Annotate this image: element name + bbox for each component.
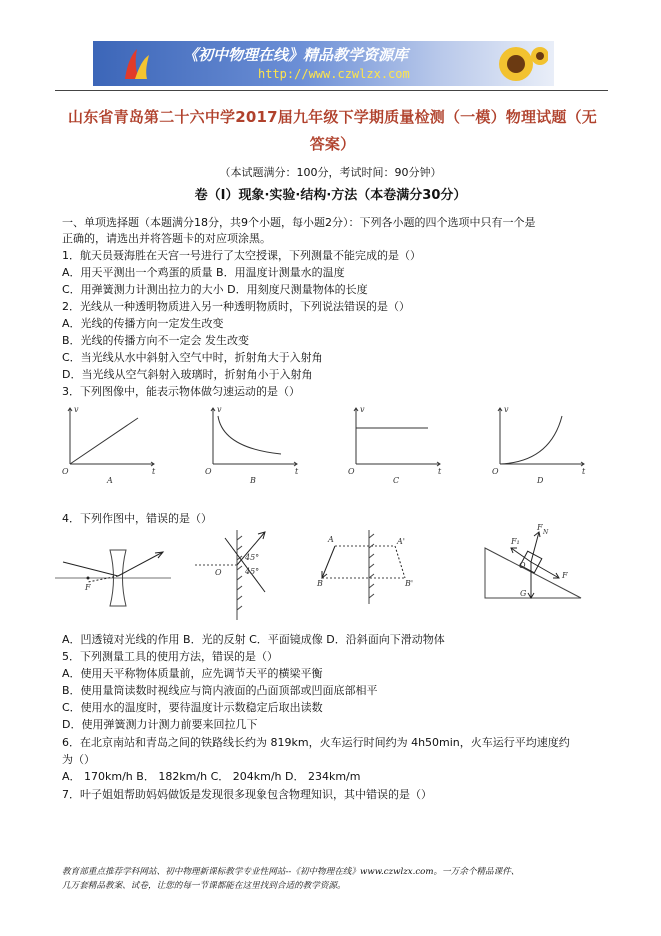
graph-origin: O bbox=[348, 467, 355, 476]
question-line: 2．光线从一种透明物质进入另一种透明物质时，下列说法错误的是（） bbox=[62, 300, 410, 313]
paper-title: 山东省青岛第二十六中学2017届九年级下学期质量检测（一模）物理试题（无 bbox=[68, 108, 597, 126]
graph-axis-y: v bbox=[360, 405, 365, 414]
header-rule bbox=[55, 90, 608, 91]
graph-d-curve bbox=[500, 416, 562, 464]
graph-origin: O bbox=[492, 467, 499, 476]
label-f1: F₁ bbox=[511, 537, 520, 546]
graph-a-line bbox=[70, 418, 138, 464]
graph-origin: O bbox=[205, 467, 212, 476]
option-line: B．使用量筒读数时视线应与筒内液面的凸面顶部或凹面底部相平 bbox=[62, 684, 378, 697]
option-line: C．用弹簧测力计测出拉力的大小 D．用刻度尺测量物体的长度 bbox=[62, 283, 368, 296]
option-line: B．光线的传播方向不一定会 发生改变 bbox=[62, 334, 250, 347]
option-line: A．光线的传播方向一定发生改变 bbox=[62, 317, 224, 330]
intro-line: 正确的，请选出并将答题卡的对应项涂黑。 bbox=[62, 232, 271, 245]
question-line: 5．下列测量工具的使用方法，错误的是（） bbox=[62, 650, 278, 663]
graph-axis-y: v bbox=[74, 405, 79, 414]
option-line: A． 170km/h B． 182km/h C． 204km/h D． 234km/m bbox=[62, 770, 361, 783]
label-angle-2: 45° bbox=[245, 567, 260, 576]
banner-url: http://www.czwlzx.com bbox=[258, 67, 410, 81]
label-fn: F bbox=[537, 523, 543, 532]
label-a-prime: A' bbox=[397, 537, 405, 546]
option-line: C．当光线从水中斜射入空气中时，折射角大于入射角 bbox=[62, 351, 323, 364]
intro-line: 一、单项选择题（本题满分18分，共9个小题，每小题2分）：下列各小题的四个选项中只有一个是 bbox=[62, 216, 536, 229]
paper-subtitle: （本试题满分：100分，考试时间：90分钟） bbox=[219, 166, 442, 179]
label-ff: F bbox=[562, 571, 568, 580]
graph-a bbox=[62, 405, 156, 485]
graph-label: C bbox=[393, 476, 400, 485]
graph-label: B bbox=[250, 476, 256, 485]
diagram-incline bbox=[485, 523, 581, 598]
question-line-cont: 为（） bbox=[62, 753, 95, 766]
graph-d bbox=[492, 405, 586, 485]
graph-label: A bbox=[107, 476, 113, 485]
footer-line: 几万套精品教案、试卷，让您的每一节课都能在这里找到合适的教学资源。 bbox=[62, 881, 346, 891]
diagram-reflection bbox=[195, 530, 265, 620]
option-line: D．使用弹簧测力计测力前要来回拉几下 bbox=[62, 718, 258, 731]
graph-axis-x: t bbox=[582, 467, 586, 476]
site-banner bbox=[93, 41, 554, 86]
option-line: D．当光线从空气斜射入玻璃时，折射角小于入射角 bbox=[62, 368, 313, 381]
graph-label: D bbox=[537, 476, 544, 485]
sunflower-icon bbox=[488, 44, 548, 84]
option-line: A．凹透镜对光线的作用 B．光的反射 C．平面镜成像 D．沿斜面向下滑动物体 bbox=[62, 633, 445, 646]
graph-axis-x: t bbox=[438, 467, 442, 476]
label-g: G bbox=[520, 589, 527, 598]
banner-title: 《初中物理在线》精品教学资源库 bbox=[183, 46, 409, 64]
label-f: F bbox=[85, 583, 91, 592]
option-line: A．用天平测出一个鸡蛋的质量 B．用温度计测量水的温度 bbox=[62, 266, 345, 279]
graph-axis-x: t bbox=[152, 467, 156, 476]
q3-graphs bbox=[60, 402, 620, 486]
graph-origin: O bbox=[62, 467, 69, 476]
graph-axis-y: v bbox=[217, 405, 222, 414]
label-angle-1: 45° bbox=[245, 553, 260, 562]
label-o: O bbox=[215, 568, 222, 577]
paper-title-cont: 答案） bbox=[309, 135, 356, 153]
graph-b-curve bbox=[218, 416, 281, 454]
label-b: B bbox=[317, 579, 323, 588]
question-line: 1．航天员聂海胜在天宫一号进行了太空授课，下列测量不能完成的是（） bbox=[62, 249, 421, 262]
section-heading: 卷（Ⅰ）现象·实验·结构·方法（本卷满分30分） bbox=[194, 188, 467, 203]
graph-b bbox=[205, 405, 299, 485]
diagram-concave-lens bbox=[55, 550, 171, 606]
site-logo-icon bbox=[121, 47, 151, 81]
footer-line: 教育部重点推荐学科网站、初中物理新课标教学专业性网站--《初中物理在线》www.czwlzx.com。一万余个精品课件、 bbox=[62, 867, 520, 877]
label-o2: O bbox=[519, 561, 526, 570]
question-line: 3．下列图像中，能表示物体做匀速运动的是（） bbox=[62, 385, 300, 398]
label-fn-sub: N bbox=[543, 529, 549, 536]
question-line: 6．在北京南站和青岛之间的铁路线长约为 819km，火车运行时间约为 4h50min，火车运行平均速度约 bbox=[62, 736, 570, 749]
option-line: C．使用水的温度时，要待温度计示数稳定后取出读数 bbox=[62, 701, 323, 714]
graph-axis-y: v bbox=[504, 405, 509, 414]
label-a: A bbox=[328, 535, 334, 544]
question-line: 4．下列作图中，错误的是（） bbox=[62, 512, 212, 525]
question-line: 7．叶子姐姐帮助妈妈做饭是发现很多现象包含物理知识，其中错误的是（） bbox=[62, 788, 432, 801]
graph-c bbox=[348, 405, 442, 485]
diagram-plane-mirror bbox=[316, 530, 413, 604]
label-b-prime: B' bbox=[405, 579, 414, 588]
graph-axis-x: t bbox=[295, 467, 299, 476]
q4-diagrams bbox=[55, 520, 595, 632]
option-line: A．使用天平称物体质量前，应先调节天平的横梁平衡 bbox=[62, 667, 323, 680]
